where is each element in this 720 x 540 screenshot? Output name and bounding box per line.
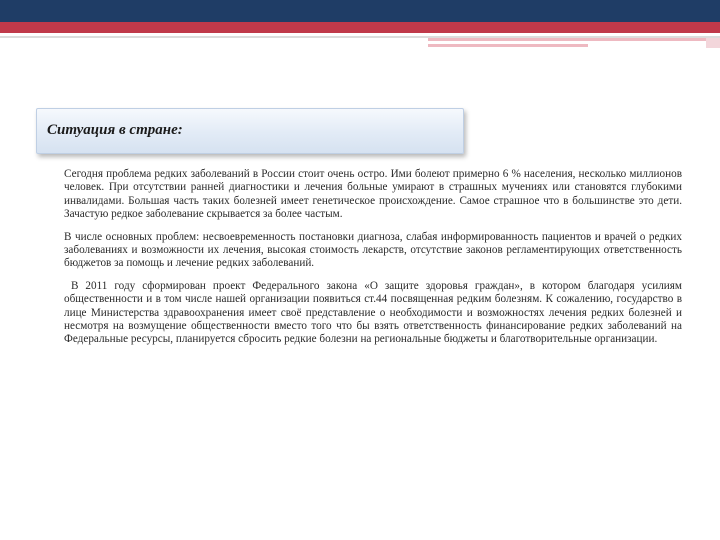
body-paragraph: В 2011 году сформирован проект Федерального закона «О защите здоровья граждан», в котором благодаря усилиям общественности и в том числе нашей организации появиться ст.44 посвященная редким болезням. К сожалению, государство в лице Министерства здравоохранения имеет своё представление о необходимости и возможностях лечения редких болезней и несмотря на возмущение общественности вместо того что бы взять ответственность финансирование редких заболеваний на Федеральные ресурсы, планируется сбросить редкие болезни на региональные бюджеты и благотворительные организации. bbox=[64, 279, 685, 346]
header-navy-bar bbox=[0, 0, 720, 22]
header-accent-block bbox=[706, 38, 720, 48]
slide-title: Ситуация в стране: bbox=[47, 122, 183, 138]
body-paragraph: В числе основных проблем: несвоевременность постановки диагноза, слабая информированность пациентов и врачей о редких заболеваниях и возможности их лечения, высокая стоимость лекарств, отсутствие законов регламентирующих ответственность бюджетов за помощь и лечение редких заболеваний. bbox=[64, 230, 682, 270]
header-accent-line bbox=[428, 38, 720, 41]
slide-title-box bbox=[36, 108, 464, 154]
slide-body bbox=[64, 168, 685, 356]
body-paragraph: Сегодня проблема редких заболеваний в России стоит очень остро. Ими болеют примерно 6 % населения, несколько миллионов человек. При отсутствии ранней диагностики и лечения больные умирают в страшных мучениях или становятся глубокими инвалидами. Большая часть таких болезней имеет генетическое происхождение. Самое страшное что в большинстве это дети. Зачастую редкое заболевание скрывается за более частым. bbox=[64, 168, 682, 221]
header-red-bar bbox=[0, 22, 720, 33]
header-accent-line-short bbox=[428, 44, 588, 47]
